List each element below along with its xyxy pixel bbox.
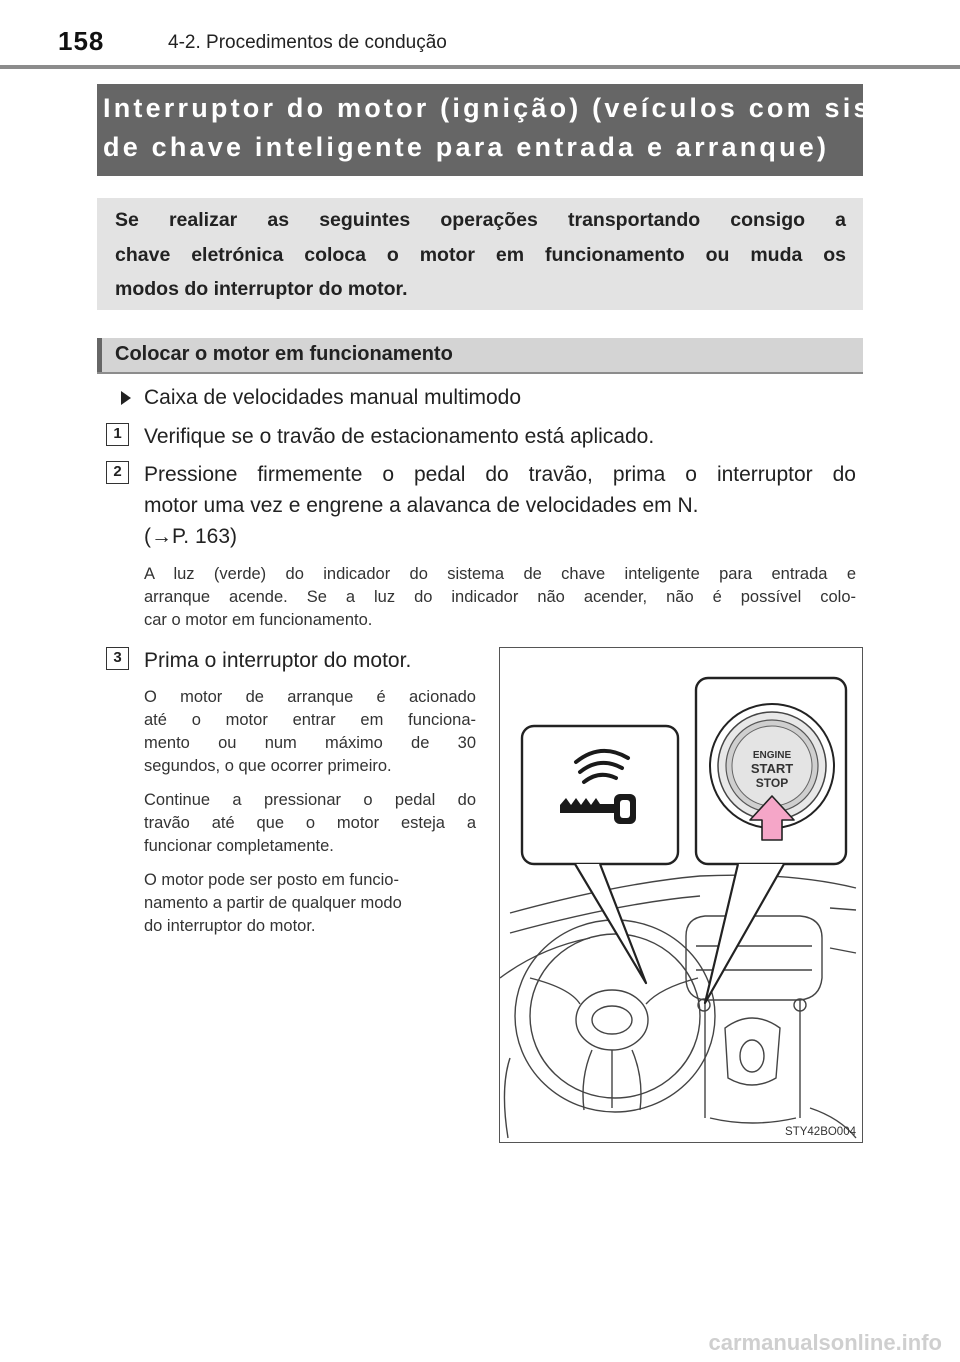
- step-3-note-2-line-2: travão até que o motor esteja a: [144, 814, 476, 832]
- section-title-box: [97, 84, 948, 176]
- step-3-note-2-line-1: Continue a pressionar o pedal do: [144, 791, 476, 809]
- step-2-note-line-1: A luz (verde) do indicador do sistema de chave inteligente para entrada e: [144, 565, 856, 583]
- chapter-title: 4-2. Procedimentos de condução: [168, 32, 447, 53]
- figure-code: STY42BO004: [785, 1126, 856, 1138]
- step-3-note-3-line-2: namento a partir de qualquer modo: [144, 894, 402, 912]
- button-label-stop: STOP: [755, 776, 789, 790]
- heading-bar: [97, 338, 102, 372]
- step-2-number: 2: [106, 461, 129, 484]
- step-3-text: Prima o interruptor do motor.: [144, 649, 412, 672]
- button-label-engine: ENGINE: [752, 750, 792, 761]
- step-1-number: 1: [106, 423, 129, 446]
- step-3-note-3-line-1: O motor pode ser posto em funcio-: [144, 871, 399, 889]
- page-number: 158: [58, 26, 105, 56]
- figure-dashboard-illustration: [499, 647, 863, 1143]
- button-label-start: START: [750, 761, 794, 776]
- intro-box: [97, 198, 863, 310]
- step-2-note-line-2: arranque acende. Se a luz do indicador não acender, não é possível colo-: [144, 588, 856, 606]
- step-3-note-2-line-3: funcionar completamente.: [144, 837, 334, 855]
- step-3-note-1-line-3: mento ou num máximo de 30: [144, 734, 476, 752]
- step-1-text: Verifique se o travão de estacionamento está aplicado.: [144, 425, 655, 448]
- subsection-heading: [97, 338, 863, 374]
- triangle-bullet-icon: [121, 391, 131, 405]
- intro-line-2: chave eletrónica coloca o motor em funcionamento ou muda os: [115, 244, 846, 266]
- intro-line-1: Se realizar as seguintes operações transportando consigo a: [115, 209, 846, 231]
- header-rule: [0, 65, 960, 69]
- subsection-heading-text: Colocar o motor em funcionamento: [115, 343, 453, 365]
- dashboard-illustration: [500, 648, 863, 1143]
- step-2-page-ref: (→P. 163): [144, 525, 237, 548]
- intro-line-3: modos do interruptor do motor.: [115, 278, 408, 300]
- step-2-note-line-3: car o motor em funcionamento.: [144, 611, 373, 629]
- step-3-note-1-line-1: O motor de arranque é acionado: [144, 688, 476, 706]
- watermark: carmanualsonline.info: [708, 1330, 942, 1355]
- section-title-line-2: de chave inteligente para entrada e arranque): [103, 132, 830, 162]
- section-title-line-1: Interruptor do motor (ignição) (veículos com sistema: [103, 93, 948, 123]
- step-2-text-line-1: Pressione firmemente o pedal do travão, prima o interruptor do: [144, 463, 856, 486]
- step-3-number: 3: [106, 647, 129, 670]
- step-3-note-3-line-3: do interruptor do motor.: [144, 917, 316, 935]
- step-3-note-1-line-4: segundos, o que ocorrer primeiro.: [144, 757, 392, 775]
- bullet-text: Caixa de velocidades manual multimodo: [144, 386, 522, 409]
- step-3-note-1-line-2: até o motor entrar em funciona-: [144, 711, 476, 729]
- step-2-text-line-2: motor uma vez e engrene a alavanca de velocidades em N.: [144, 494, 699, 517]
